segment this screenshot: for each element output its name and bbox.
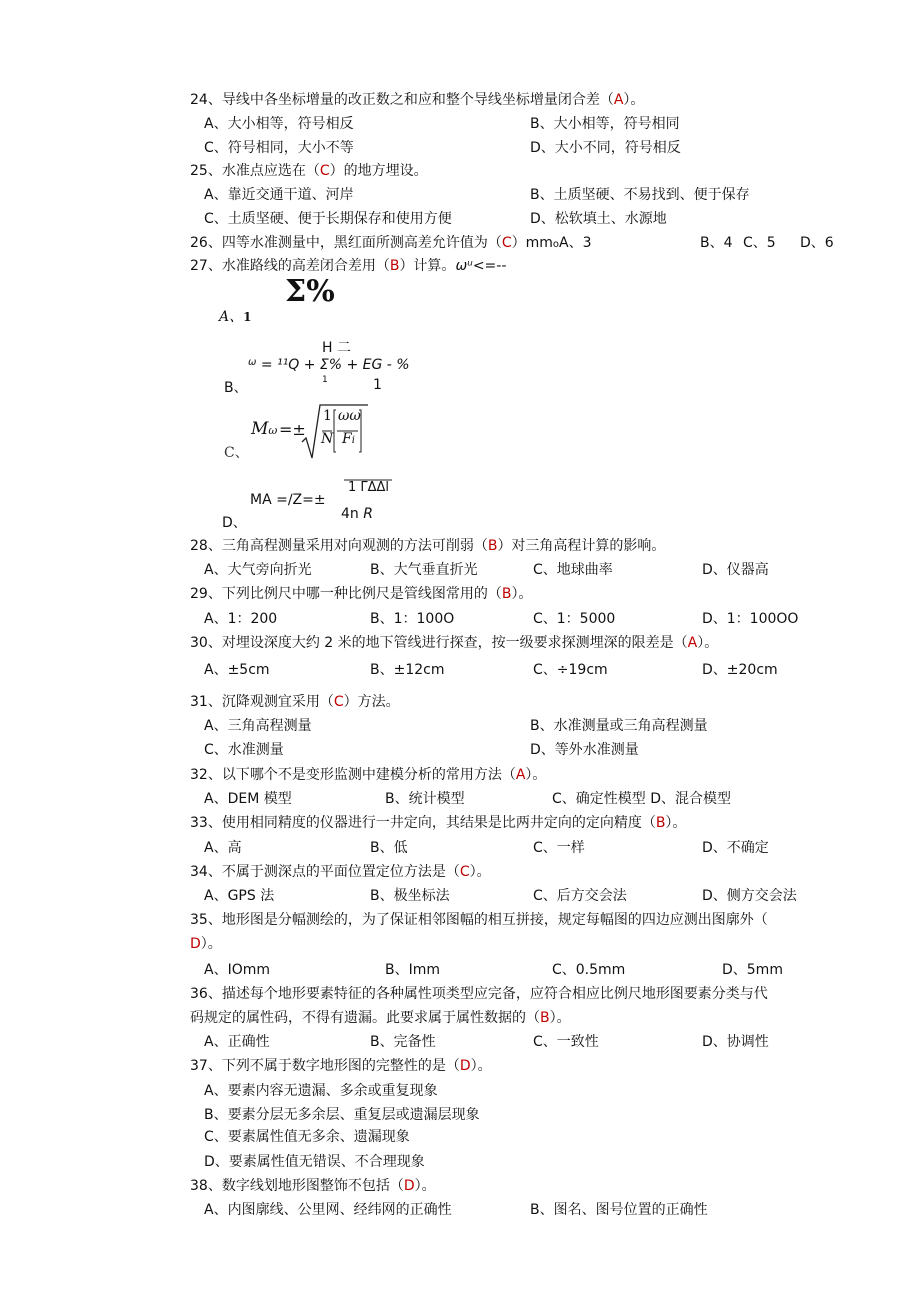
option-a: A、高 [204,840,242,856]
option-d: D、6 [800,235,834,251]
option-b: B、要素分层无多余层、重复层或遗漏层现象 [204,1107,480,1123]
question-24 [190,90,644,110]
option-c: C、土质坚硬、便于长期保存和使用方便 [204,211,452,227]
question-25 [190,161,428,181]
option-a: A、内图廓线、公里网、经纬网的正确性 [204,1202,452,1218]
question-30 [190,633,718,653]
formula-c-lhs: Mω [251,419,278,439]
question-text-end: ）。 [469,864,491,880]
formula-d-bar [344,478,394,482]
question-text: 27、水准路线的高差闭合差用（ [190,258,390,274]
question-text: 33、使用相同精度的仪器进行一井定向，其结果是比两井定向的定向精度（ [190,815,656,831]
option-c: C、5 [743,235,776,251]
question-36: 36、描述每个地形要素特征的各种属性项类型应完备，应符合相应比例尺地形图要素分类与代 [190,986,768,1002]
formula-c-label: C、 [224,445,249,461]
question-text-end: ）。 [200,936,222,952]
option-b: B、±12cm [370,662,445,678]
answer-mark: B [501,586,512,602]
question-text-end: ）对三角高程计算的影响。 [497,538,666,554]
question-text: 29、下列比例尺中哪一种比例尺是管线图常用的（ [190,586,502,602]
formula-d-lhs: MA =∕Z=± [250,492,326,508]
option-a: A、1：200 [204,611,278,627]
answer-mark: D [403,1178,415,1194]
question-31 [190,692,400,712]
option-a: A、要素内容无遗漏、多余或重复现象 [204,1083,438,1099]
question-36-line2 [190,1008,571,1028]
question-text-end: ）。 [511,586,533,602]
question-text: 37、下列不属于数字地形图的完整性的是（ [190,1058,460,1074]
option-c: C、0.5mm [552,962,626,978]
answer-mark: B [655,815,666,831]
option-d: D、侧方交会法 [702,888,797,904]
question-text: 31、沉降观测宜采用（ [190,694,334,710]
question-33 [190,813,686,833]
option-b: B、大气垂直折光 [370,562,478,578]
question-text: 30、对埋设深度大约 2 米的地下管线进行探查，按一级要求探测埋深的限差是（ [190,635,688,651]
formula-c-eq: =± [279,420,306,439]
option-d: D、协调性 [702,1034,769,1050]
formula-c-num: 1 [323,408,332,424]
answer-mark: C [501,235,512,251]
option-d: D、要素属性值无错误、不合理现象 [204,1154,425,1170]
question-27 [190,256,506,276]
question-text: 24、导线中各坐标增量的改正数之和应和整个导线坐标增量闭合差（ [190,92,614,108]
option-d: D、5mm [722,962,783,978]
question-text: 34、不属于测深点的平面位置定位方法是（ [190,864,460,880]
option-b: B、低 [370,840,408,856]
option-b: B、Imm [385,962,441,978]
question-text-end: ）。 [525,767,547,783]
answer-mark: A [515,767,526,783]
option-c: C、水准测量 [204,742,284,758]
question-text-end: ）的地方埋设。 [329,163,428,179]
option-b: B、1：100O [370,611,455,627]
option-c: C、1：5000 [533,611,616,627]
question-37 [190,1056,492,1076]
answer-mark: B [487,538,498,554]
formula-b-body: $^\omega$ = ¹¹Q + Σ% + EG - % [248,357,410,373]
answer-mark: A [687,635,698,651]
option-a: A、大小相等，符号相反 [204,116,354,132]
question-text-end: ）。 [665,815,687,831]
question-text-end: ）方法。 [343,694,400,710]
formula-d-bottom: 4n R [341,506,373,522]
question-35: 35、地形图是分幅测绘的，为了保证相邻图幅的相互拼接，规定每幅图的四边应测出图廓外（ [190,912,768,928]
question-text-end: ）计算。 [399,258,456,274]
question-text: 32、以下哪个不是变形监测中建模分析的常用方法（ [190,767,516,783]
garbled-formula-fragment: ωᵘ<=-- [455,258,507,274]
question-text: 26、四等水准测量中，黑红面所测高差允许值为（ [190,235,502,251]
answer-mark: C [459,864,470,880]
formula-c-inner-num: ωω [338,408,361,424]
option-c: C、地球曲率 [533,562,613,578]
option-b: B、极坐标法 [370,888,450,904]
option-d: D、仪器高 [702,562,769,578]
question-text: 38、数字线划地形图整饰不包括（ [190,1178,404,1194]
option-a: A、GPS 法 [204,888,275,904]
option-b: B、统计模型 [385,791,465,807]
option-a: A、三角高程测量 [204,718,312,734]
formula-c-inner-den: Fi [342,431,355,447]
question-text: 28、三角高程测量采用对向观测的方法可削弱（ [190,538,488,554]
formula-a-label: A、1 [219,309,252,325]
option-c: C、一致性 [533,1034,599,1050]
option-a: A、±5cm [204,662,270,678]
question-text-end: ）。 [414,1178,436,1194]
formula-b-sub2: 1 [373,377,382,393]
question-29 [190,584,532,604]
answer-mark: D [190,936,201,952]
option-b: B、水准测量或三角高程测量 [530,718,708,734]
option-b: B、图名、图号位置的正确性 [530,1202,708,1218]
question-text-end: ）。 [549,1010,571,1026]
option-c-d: C、确定性模型 D、混合模型 [552,791,732,807]
question-32 [190,765,546,785]
question-26: 26、四等水准测量中，黑红面所测高差允许值为（C）mmoA、3 [190,235,592,251]
question-text-end: ）。 [697,635,719,651]
option-d: D、1：100OO [702,611,799,627]
option-a: A、靠近交通干道、河岸 [204,187,354,203]
formula-b-label: B、 [224,380,248,396]
option-a: A、3 [559,235,592,251]
option-d: D、大小不同，符号相反 [530,140,681,156]
question-34 [190,862,491,882]
option-a: A、正确性 [204,1034,270,1050]
formula-b-top: H 二 [322,340,351,356]
option-c: C、÷19cm [533,662,608,678]
formula-a-sigma: Σ% [285,274,335,309]
option-d: D、不确定 [702,840,769,856]
answer-mark: C [333,694,344,710]
option-b: B、大小相等，符号相同 [530,116,680,132]
question-text-end: ）。 [623,92,645,108]
formula-d-label: D、 [222,515,247,531]
answer-mark: A [613,92,624,108]
formula-d-top: 1 ΓΔΔl [348,480,390,495]
option-d: D、松软填土、水源地 [530,211,667,227]
answer-mark: B [540,1010,550,1026]
question-28 [190,536,665,556]
answer-mark: D [459,1058,471,1074]
option-b: B、土质坚硬、不易找到、便于保存 [530,187,750,203]
option-b: B、4 [700,235,733,251]
option-a: A、大气旁向折光 [204,562,312,578]
formula-b-sub1: 1 [322,375,328,385]
option-c: C、一样 [533,840,585,856]
question-text: 码规定的属性码，不得有遗漏。此要求属于属性数据的（ [190,1010,540,1026]
option-a: A、IOmm [204,962,271,978]
question-text: 25、水准点应选在（ [190,163,320,179]
option-a: A、DEM 模型 [204,791,292,807]
answer-mark: C [319,163,330,179]
option-d: D、±20cm [702,662,778,678]
question-38 [190,1176,436,1196]
question-35-end [190,934,222,954]
option-c: C、符号相同，大小不等 [204,140,354,156]
option-c: C、后方交会法 [533,888,627,904]
question-text-end: ）mm [511,235,553,251]
formula-c-den: N [321,431,334,447]
option-c: C、要素属性值无多余、遗漏现象 [204,1129,410,1145]
option-d: D、等外水准测量 [530,742,639,758]
question-text-end: ）。 [470,1058,492,1074]
answer-mark: B [389,258,400,274]
option-b: B、完备性 [370,1034,436,1050]
